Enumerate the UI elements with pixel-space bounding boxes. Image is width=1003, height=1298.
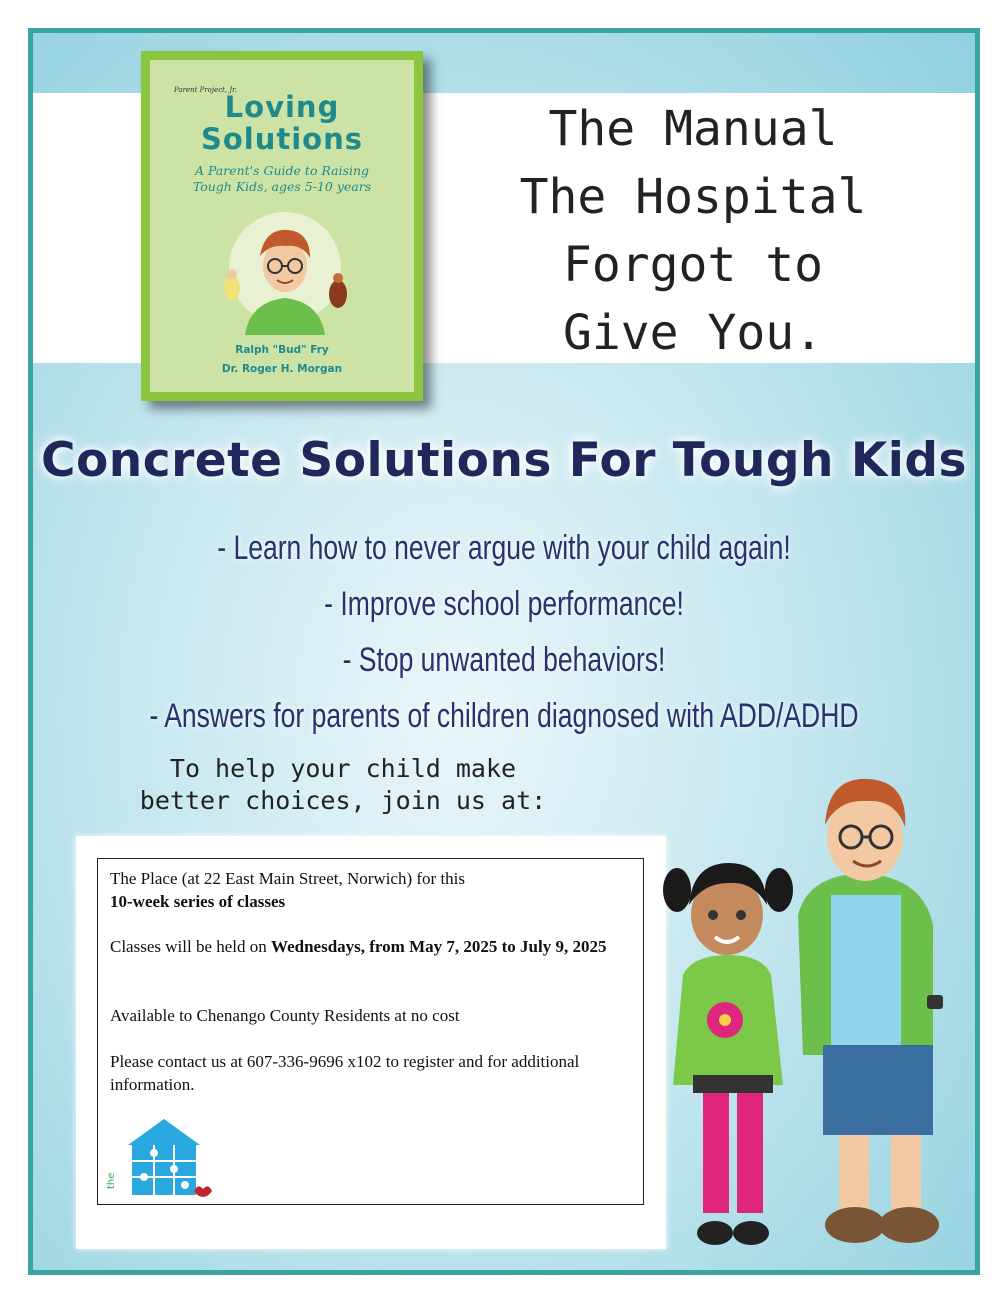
bullet-item: - Stop unwanted behaviors! xyxy=(342,641,666,679)
info-contact: Please contact us at 607-336-9696 x102 to register and for additional information. xyxy=(110,1052,580,1094)
info-availability: Available to Chenango County Residents at no cost xyxy=(110,1006,460,1025)
tagline-line3: Forgot to xyxy=(562,237,824,293)
bullet-list xyxy=(33,520,975,744)
headline: Concrete Solutions For Tough Kids xyxy=(41,433,967,488)
bullet-item: - Answers for parents of children diagnosed with ADD/ADHD xyxy=(149,697,859,735)
info-schedule xyxy=(110,935,620,958)
join-line2: better choices, join us at: xyxy=(139,786,547,815)
info-box xyxy=(76,836,666,1249)
book-title-line2: Solutions xyxy=(200,122,364,156)
info-series: 10-week series of classes xyxy=(110,892,286,911)
logo-text: the xyxy=(106,1172,117,1189)
info-schedule-text: Classes will be held on xyxy=(110,937,272,956)
boy-illustration-icon xyxy=(210,210,360,335)
book-cover xyxy=(141,51,423,401)
info-schedule-dates: Wednesdays, from May 7, 2025 to July 9, 2025 xyxy=(271,937,607,956)
join-text xyxy=(133,753,553,817)
info-box-border xyxy=(97,858,644,1205)
the-place-logo-icon xyxy=(108,1117,220,1199)
book-subtitle-line1: A Parent's Guide to Raising xyxy=(194,163,370,178)
book-author2: Dr. Roger H. Morgan xyxy=(221,363,343,375)
book-series: Parent Project, Jr. xyxy=(174,86,237,94)
tagline-line1: The Manual xyxy=(548,101,838,157)
join-line1: To help your child make xyxy=(169,754,517,783)
book-title-line1: Loving xyxy=(224,90,340,124)
flyer-frame xyxy=(28,28,980,1275)
tagline-line4: Give You. xyxy=(562,305,824,361)
tagline-line2: The Hospital xyxy=(519,169,867,225)
book-subtitle-line2: Tough Kids, ages 5-10 years xyxy=(192,179,372,194)
info-location xyxy=(110,867,620,913)
bullet-item: - Learn how to never argue with your child again! xyxy=(217,529,791,567)
kids-illustration-icon xyxy=(633,755,973,1265)
info-location-text: The Place (at 22 East Main Street, Norwich) for this xyxy=(110,869,466,888)
book-author1: Ralph "Bud" Fry xyxy=(235,344,329,356)
book-subtitle xyxy=(150,163,414,195)
tagline xyxy=(473,95,913,367)
book-cover-inner xyxy=(150,60,414,392)
bullet-item: - Improve school performance! xyxy=(324,585,684,623)
